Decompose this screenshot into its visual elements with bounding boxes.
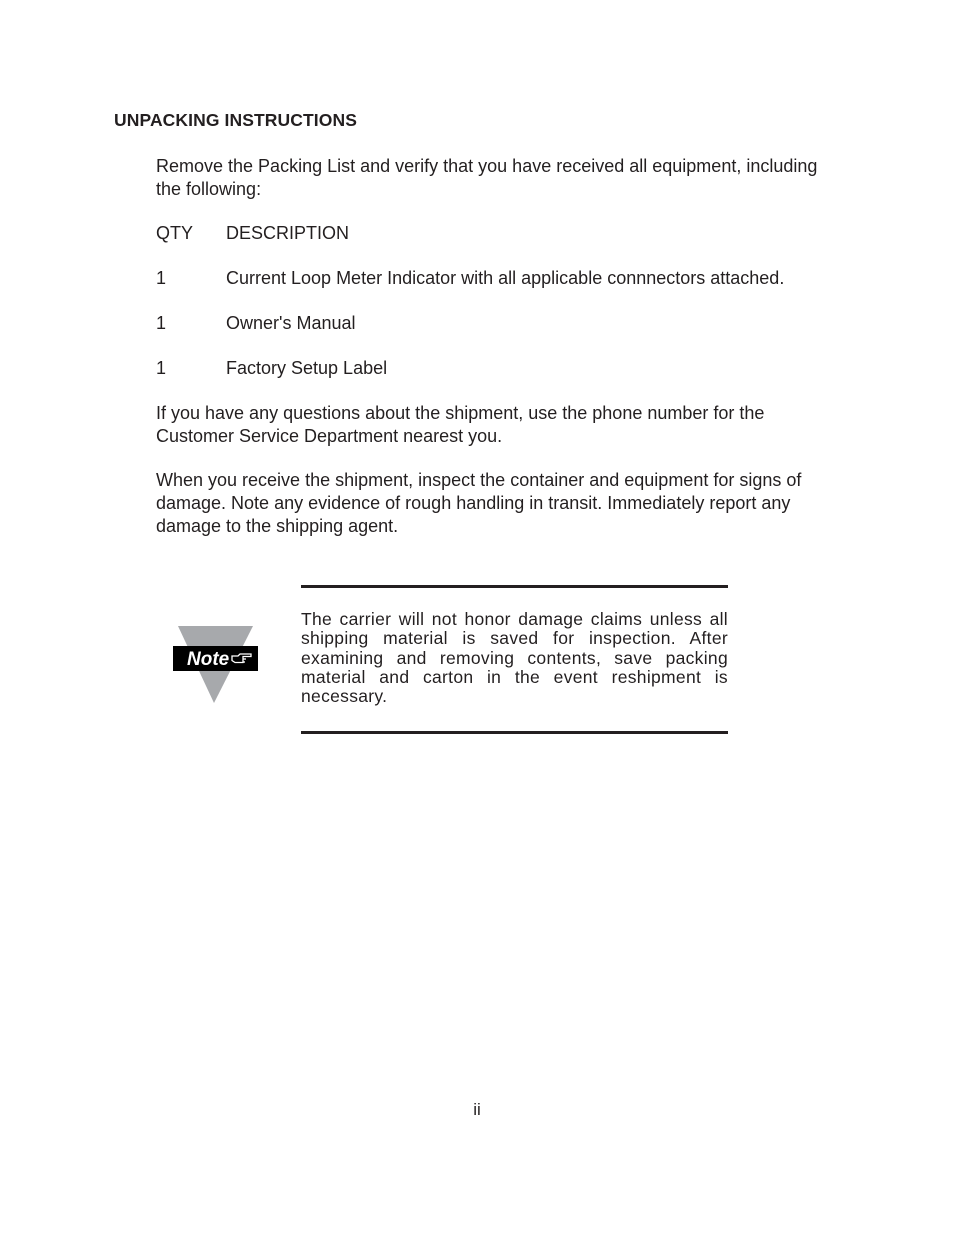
note-top-rule — [301, 585, 728, 588]
inspection-paragraph: When you receive the shipment, inspect the container and equipment for signs of damage. Note any evidence of rough handling in transit. Immediately report any damage to the shipping agent. — [156, 470, 802, 536]
row-description: Current Loop Meter Indicator with all applicable connnectors attached. — [226, 268, 785, 288]
row-description: Owner's Manual — [226, 313, 356, 333]
intro-paragraph: Remove the Packing List and verify that you have received all equipment, including the following: — [156, 156, 818, 199]
qty-header: QTY — [156, 223, 194, 243]
description-header: DESCRIPTION — [226, 223, 350, 243]
note-text: The carrier will not honor damage claims unless all shipping material is saved for inspection. After examining and removing contents, save packing material and carton in the event reshipment is necessary. — [301, 609, 728, 707]
row-qty: 1 — [156, 313, 167, 333]
row-qty: 1 — [156, 358, 167, 378]
note-icon — [173, 626, 259, 704]
section-heading: UNPACKING INSTRUCTIONS — [114, 110, 357, 130]
note-icon-label: Note — [187, 649, 230, 670]
page-number: ii — [473, 1100, 481, 1119]
note-bottom-rule — [301, 731, 728, 734]
row-description: Factory Setup Label — [226, 358, 388, 378]
questions-paragraph: If you have any questions about the shipment, use the phone number for the Customer Service Department nearest you. — [156, 403, 765, 446]
row-qty: 1 — [156, 268, 167, 288]
